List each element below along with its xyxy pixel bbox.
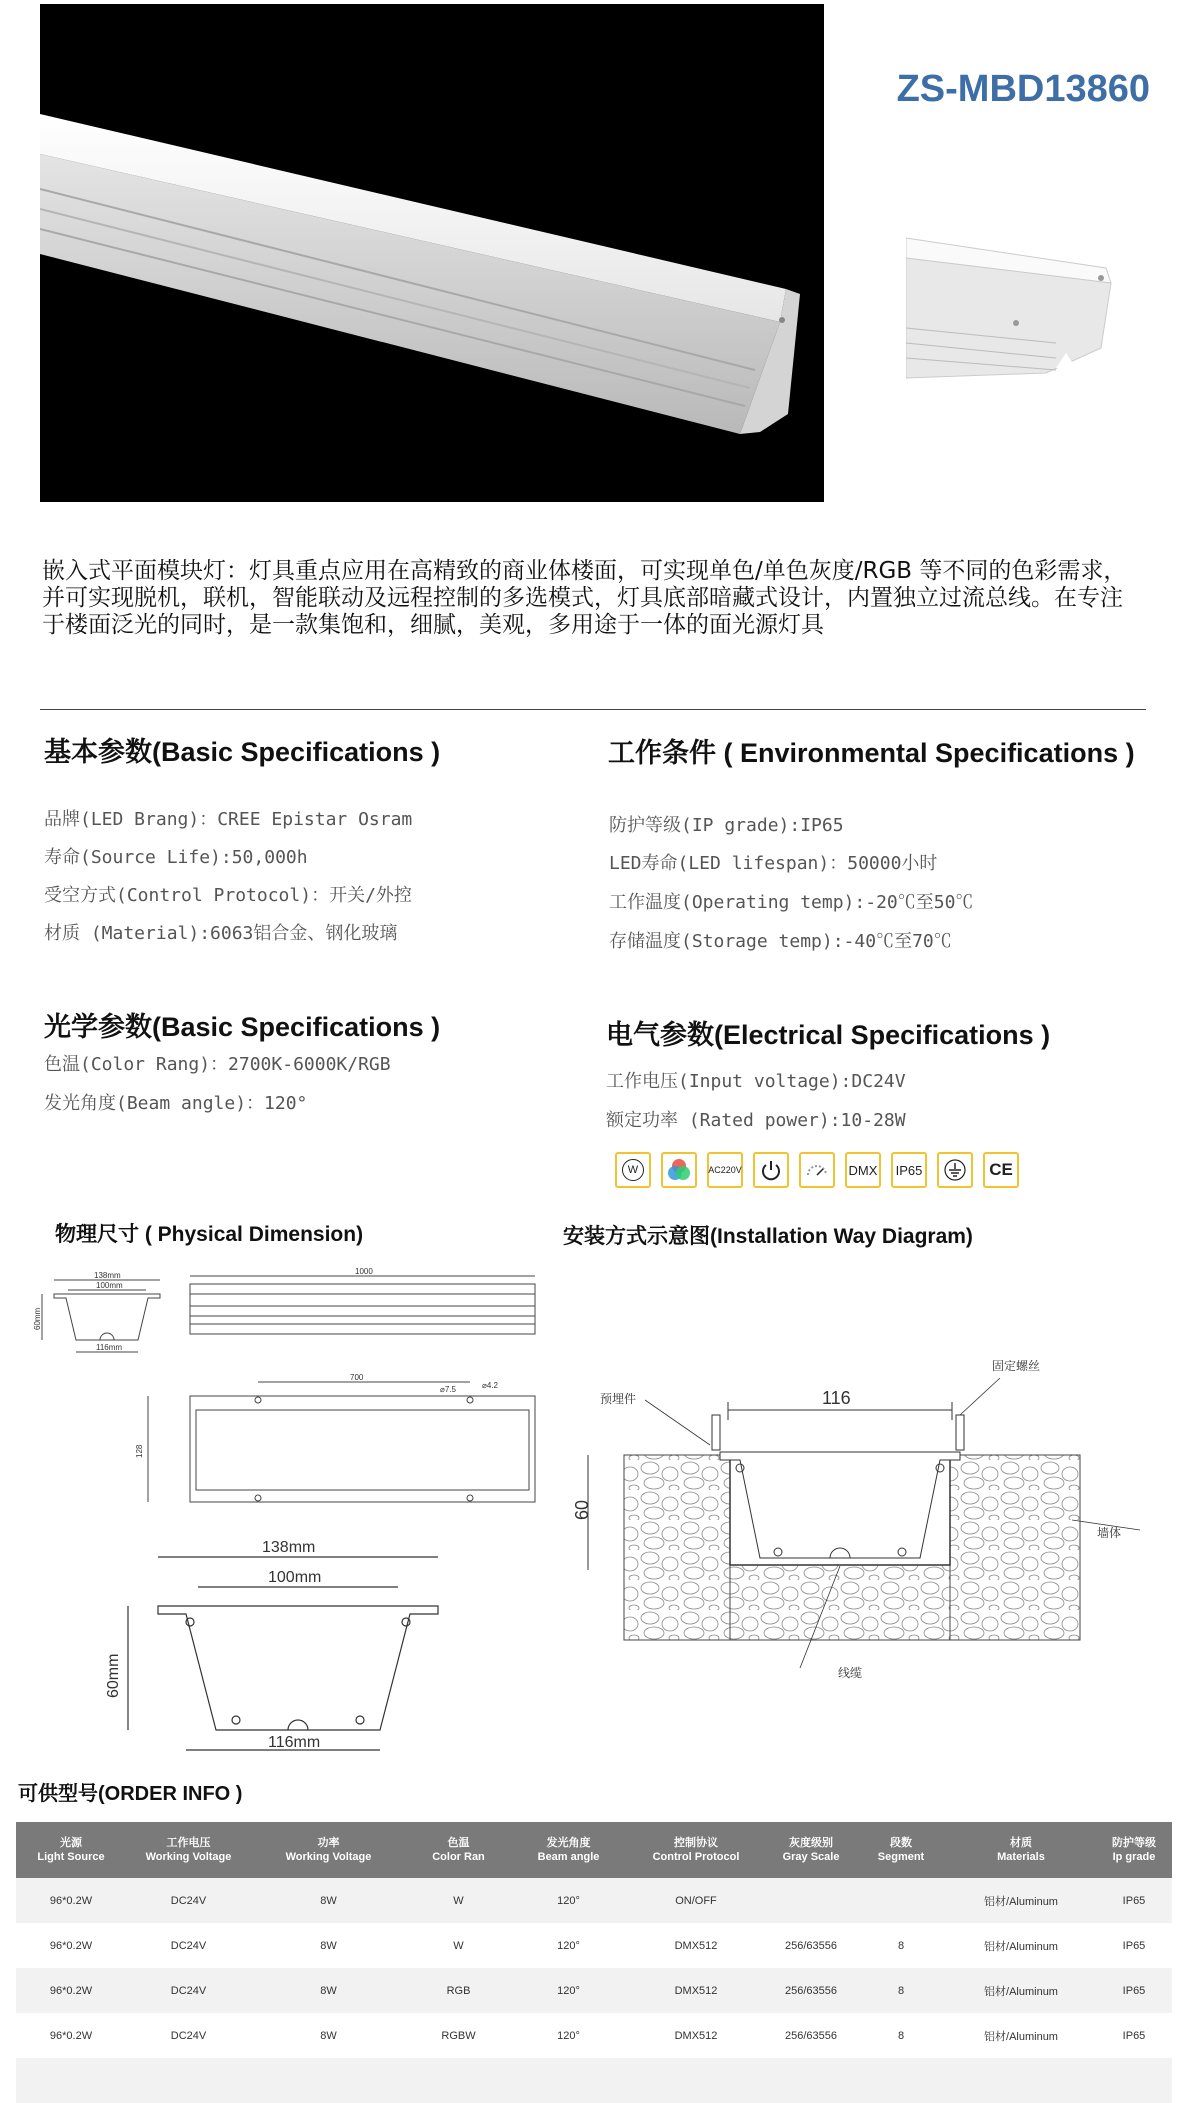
- table-cell: 120°: [511, 1878, 626, 1923]
- header-ip-grade: 防护等级 Ip grade: [1096, 1822, 1172, 1878]
- table-cell: 120°: [511, 1968, 626, 2013]
- order-table-wrap: [16, 1822, 1172, 2103]
- spec-led-life: LED寿命(LED lifespan)：50000小时: [609, 853, 938, 874]
- small-width-label: 138mm: [94, 1271, 121, 1280]
- table-cell: W: [406, 1923, 511, 1968]
- wall-label: 墙体: [1097, 1526, 1122, 1540]
- table-cell: 8W: [251, 1968, 406, 2013]
- header-beam-angle: 发光角度 Beam angle: [511, 1822, 626, 1878]
- header-power: 功率 Working Voltage: [251, 1822, 406, 1878]
- header-materials: 材质 Materials: [946, 1822, 1096, 1878]
- table-cell: RGBW: [406, 2013, 511, 2058]
- table-cell: IP65: [1096, 2013, 1172, 2058]
- cable-label: 线缆: [838, 1666, 863, 1680]
- header-light-source: 光源 Light Source: [16, 1822, 126, 1878]
- dmx-icon: DMX: [845, 1152, 881, 1188]
- header-gray-scale: 灰度级别 Gray Scale: [766, 1822, 856, 1878]
- table-cell: IP65: [1096, 1923, 1172, 1968]
- model-number: ZS-MBD13860: [896, 68, 1150, 110]
- table-row: [16, 1878, 1172, 1923]
- table-cell: 96*0.2W: [16, 2013, 126, 2058]
- spec-voltage: 工作电压(Input voltage):DC24V: [606, 1071, 906, 1092]
- table-cell: DC24V: [126, 1968, 251, 2013]
- table-cell: 120°: [511, 2013, 626, 2058]
- order-header-row: [16, 1822, 1172, 1878]
- table-row-empty: [16, 2058, 1172, 2103]
- header-color-temp: 色温 Color Ran: [406, 1822, 511, 1878]
- embed-label: 预埋件: [600, 1392, 637, 1406]
- table-cell: 256/63556: [766, 1923, 856, 1968]
- table-cell: 铝材/Aluminum: [946, 2013, 1096, 2058]
- env-specs-title: 工作条件 ( Environmental Specifications ): [608, 738, 1135, 768]
- installation-title: 安装方式示意图(Installation Way Diagram): [563, 1225, 973, 1248]
- spec-ip: 防护等级(IP grade):IP65: [609, 815, 844, 836]
- small-height-label: 60mm: [33, 1307, 42, 1330]
- spec-life: 寿命(Source Life):50,000h: [44, 847, 308, 868]
- table-cell: DMX512: [626, 1923, 766, 1968]
- hole1-label: ⌀7.5: [440, 1385, 456, 1394]
- physical-dimension-title: 物理尺寸 ( Physical Dimension): [55, 1223, 364, 1246]
- ce-icon: CE: [983, 1152, 1019, 1188]
- spec-material: 材质 (Material):6063铝合金、钢化玻璃: [44, 923, 398, 944]
- spec-control: 受空方式(Control Protocol)：开关/外控: [44, 885, 412, 906]
- install-width-label: 116: [822, 1388, 851, 1408]
- order-table: [16, 1822, 1172, 2103]
- small-bottom-label: 116mm: [96, 1343, 123, 1352]
- table-cell: 8W: [251, 1923, 406, 1968]
- table-cell: 96*0.2W: [16, 1878, 126, 1923]
- table-row: [16, 2013, 1172, 2058]
- table-cell: DC24V: [126, 2013, 251, 2058]
- table-row: [16, 1923, 1172, 1968]
- table-cell: 256/63556: [766, 1968, 856, 2013]
- table-cell: 8: [856, 1923, 946, 1968]
- big-bottom-label: 116mm: [268, 1734, 321, 1751]
- optical-specs-title: 光学参数(Basic Specifications ): [44, 1012, 441, 1042]
- screw-label: 固定螺丝: [992, 1359, 1041, 1373]
- certification-icons: [615, 1152, 1019, 1188]
- install-height-label: 60: [572, 1499, 592, 1520]
- table-cell: DMX512: [626, 1968, 766, 2013]
- length-label: 1000: [355, 1267, 373, 1276]
- watt-icon: W: [615, 1152, 651, 1188]
- top-view: [148, 1382, 535, 1502]
- table-row: [16, 1968, 1172, 2013]
- rgb-icon: [661, 1152, 697, 1188]
- dimmer-icon: [799, 1152, 835, 1188]
- table-cell: RGB: [406, 1968, 511, 2013]
- electrical-specs-title: 电气参数(Electrical Specifications ): [606, 1020, 1051, 1050]
- table-cell: [766, 1878, 856, 1923]
- spec-operating-temp: 工作温度(Operating temp):-20℃至50℃: [609, 892, 974, 913]
- table-cell: DC24V: [126, 1878, 251, 1923]
- table-cell: 8: [856, 2013, 946, 2058]
- table-cell: 8: [856, 1968, 946, 2013]
- spec-power: 额定功率 (Rated power):10-28W: [606, 1110, 906, 1131]
- table-cell: IP65: [1096, 1878, 1172, 1923]
- table-cell: W: [406, 1878, 511, 1923]
- header-segment: 段数 Segment: [856, 1822, 946, 1878]
- table-cell: ON/OFF: [626, 1878, 766, 1923]
- ground-icon: [937, 1152, 973, 1188]
- table-cell: [856, 1878, 946, 1923]
- table-cell: 120°: [511, 1923, 626, 1968]
- small-cross-section: [42, 1280, 160, 1352]
- installation-diagram: [560, 1340, 1150, 1690]
- power-icon: [753, 1152, 789, 1188]
- table-cell: DMX512: [626, 2013, 766, 2058]
- spec-color: 色温(Color Rang)：2700K-6000K/RGB: [44, 1054, 391, 1075]
- dimension-drawing: [30, 1250, 550, 1770]
- table-cell: IP65: [1096, 1968, 1172, 2013]
- table-cell: 256/63556: [766, 2013, 856, 2058]
- product-photo: [40, 4, 824, 502]
- product-end-view: [906, 228, 1116, 413]
- spec-beam: 发光角度(Beam angle)：120°: [44, 1093, 308, 1114]
- big-height-label: 60mm: [105, 1653, 122, 1698]
- table-cell: 铝材/Aluminum: [946, 1923, 1096, 1968]
- table-cell: 铝材/Aluminum: [946, 1878, 1096, 1923]
- spec-storage-temp: 存储温度(Storage temp):-40℃至70℃: [609, 931, 952, 952]
- depth-label: 128: [135, 1444, 144, 1458]
- spec-brand: 品牌(LED Brang)：CREE Epistar Osram: [44, 809, 413, 830]
- big-inner-label: 100mm: [268, 1569, 322, 1586]
- table-cell: 96*0.2W: [16, 1923, 126, 1968]
- product-description: 嵌入式平面模块灯：灯具重点应用在高精致的商业体楼面，可实现单色/单色灰度/RGB 等不同的色彩需求，并可实现脱机，联机，智能联动及远程控制的多选模式，灯具底部暗藏式设计，内置独立过流总线。在专注于楼面泛光的同时，是一款集饱和，细腻，美观，多用途于一体的面光源灯具: [42, 558, 1127, 638]
- basic-specs-title: 基本参数(Basic Specifications ): [44, 737, 441, 767]
- big-width-label: 138mm: [262, 1539, 316, 1556]
- table-cell: [16, 2058, 1172, 2103]
- table-cell: 8W: [251, 2013, 406, 2058]
- small-inner-label: 100mm: [96, 1281, 123, 1290]
- table-cell: 8W: [251, 1878, 406, 1923]
- table-cell: 铝材/Aluminum: [946, 1968, 1096, 2013]
- long-side-view: [190, 1276, 535, 1334]
- order-info-title: 可供型号(ORDER INFO ): [18, 1783, 243, 1805]
- header-control-protocol: 控制协议 Control Protocol: [626, 1822, 766, 1878]
- table-cell: 96*0.2W: [16, 1968, 126, 2013]
- hole-spacing-label: 700: [350, 1373, 364, 1382]
- hole2-label: ⌀4.2: [482, 1381, 498, 1390]
- header-working-voltage: 工作电压 Working Voltage: [126, 1822, 251, 1878]
- table-cell: DC24V: [126, 1923, 251, 1968]
- divider: [40, 709, 1146, 710]
- ip65-icon: IP65: [891, 1152, 927, 1188]
- ac220v-icon: AC220V: [707, 1152, 743, 1188]
